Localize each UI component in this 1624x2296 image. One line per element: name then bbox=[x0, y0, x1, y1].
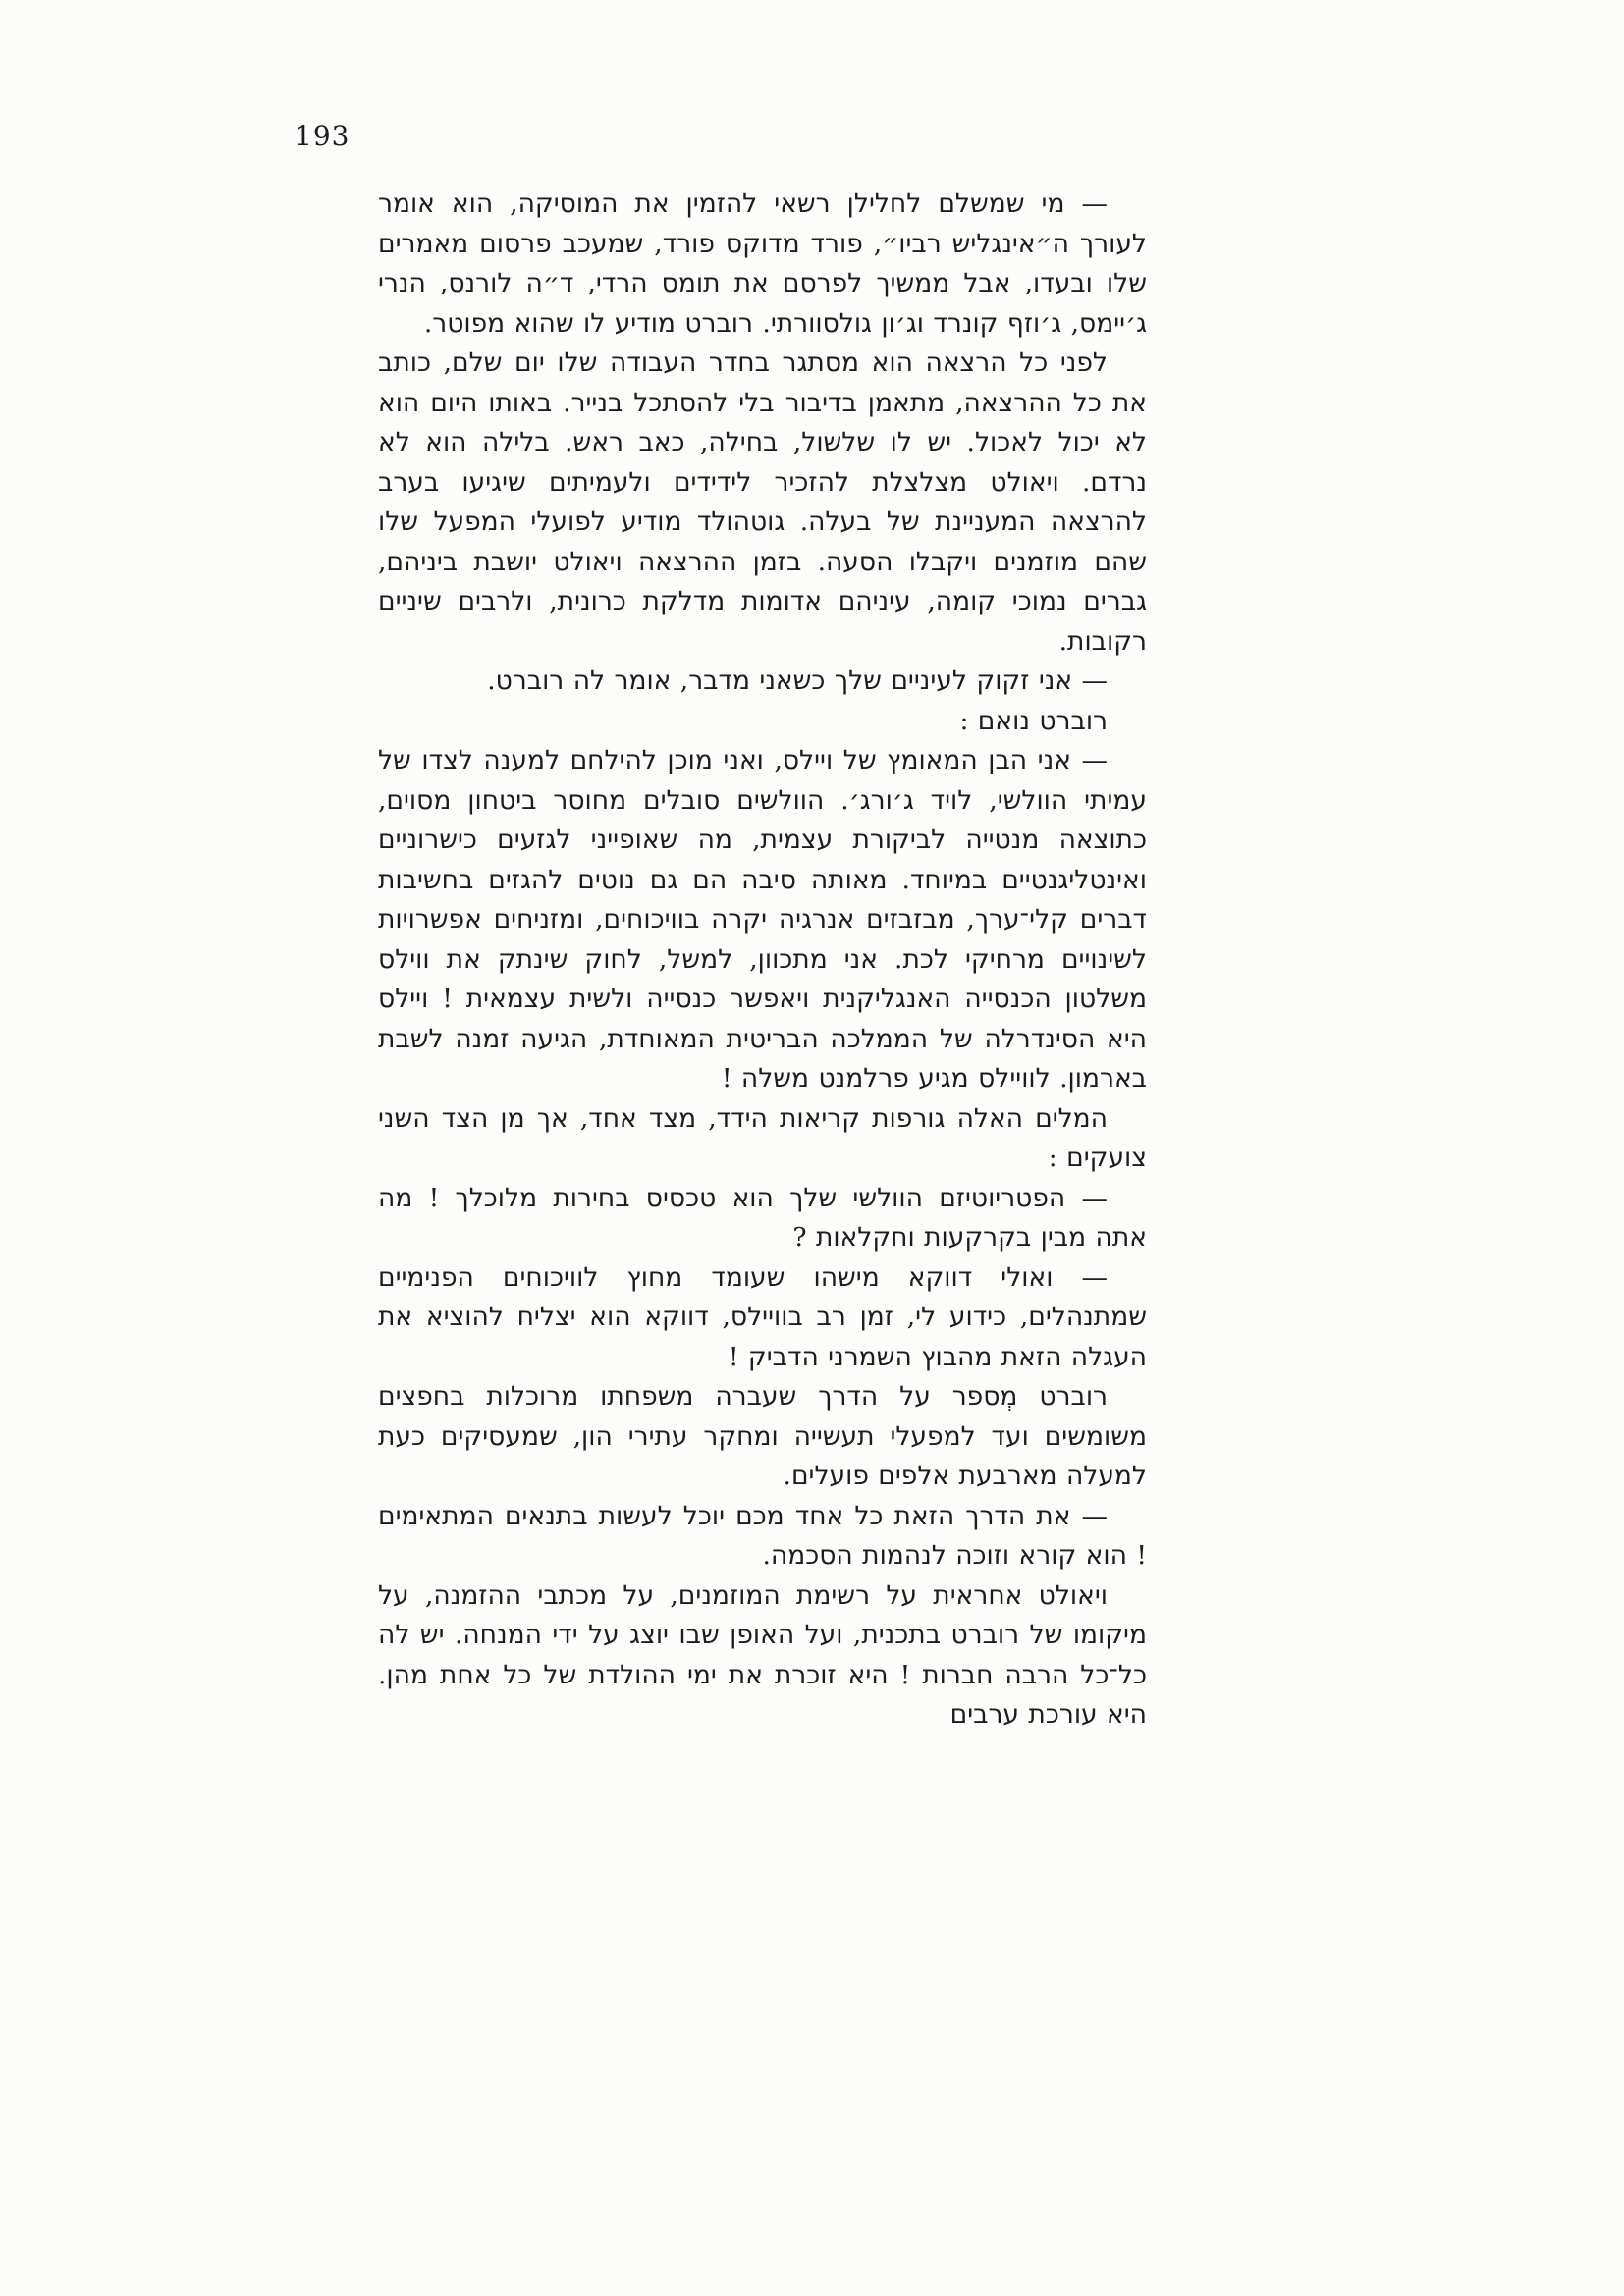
paragraph-narration: רוברט מְספר על הדרך שעברה משפחתו מרוכלות בחפצים משומשים ועד למפעלי תעשייה ומחקר עתירי הון, שמעסיקים כעת למעלה מארבעת אלפים פועלים. bbox=[378, 1381, 1147, 1491]
paragraph-dialogue: — את הדרך הזאת כל אחד מכם יוכל לעשות בתנאים המתאימים ! הוא קורא וזוכה לנהמות הסכמה. bbox=[378, 1500, 1147, 1571]
paragraph-narration: רוברט נואם : bbox=[959, 705, 1108, 736]
paragraph-narration: ויאולט אחראית על רשימת המוזמנים, על מכתבי ההזמנה, על מיקומו של רוברט בתכנית, ועל האופן שבו יוצג על ידי המנחה. יש לה כל־כל הרבה חברות ! היא זוכרת את ימי ההולדת של כל אחת מהן. היא עורכת ערבים bbox=[378, 1579, 1147, 1730]
paragraph-dialogue: — אני הבן המאומץ של ויילס, ואני מוכן להילחם למענה לצדו של עמיתי הוולשי, לויד ג׳ורג׳. הוולשים סובלים מחוסר ביטחון מסוים, כתוצאה מנטייה לביקורת עצמית, מה שאופייני לגזעים כישרוניים ואינטליגנטיים במיוחד. מאותה סיבה הם גם נוטים להגזים בחשיבות דברים קלי־ערך, מבזבזים אנרגיה יקרה בוויכוחים, ומזניחים אפשרויות לשינויים מרחיקי לכת. אני מתכוון, למשל, לחוק שינתק את ווילס משלטון הכנסייה האנגליקנית ויאפשר כנסייה ולשית עצמאית ! ויילס היא הסינדרלה של הממלכה הבריטית המאוחדת, הגיעה זמנה לשבת בארמון. לוויילס מגיע פרלמנט משלה ! bbox=[378, 745, 1147, 1094]
text-block bbox=[378, 185, 1147, 1735]
paragraph-dialogue: — אני זקוק לעיניים שלך כשאני מדבר, אומר לה רוברט. bbox=[487, 666, 1108, 696]
paragraph-narration: המלים האלה גורפות קריאות הידד, מצד אחד, אך מן הצד השני צועקים : bbox=[378, 1102, 1147, 1173]
paragraph-dialogue: — הפטריוטיזם הוולשי שלך הוא טכסיס בחירות מלוכלך ! מה אתה מבין בקרקעות וחקלאות ? bbox=[378, 1182, 1147, 1253]
paragraph-dialogue: — ואולי דווקא מישהו שעומד מחוץ לוויכוחים הפנימיים שמתנהלים, כידוע לי, זמן רב בוויילס, דווקא הוא יצליח להוציא את העגלה הזאת מהבוץ השמרני הדביק ! bbox=[378, 1261, 1147, 1372]
paragraph-dialogue: — מי שמשלם לחלילן רשאי להזמין את המוסיקה, הוא אומר לעורך ה״אינגליש רביו״, פורד מדוקס פורד, שמעכב פרסום מאמרים שלו ובעדו, אבל ממשיך לפרסם את תומס הרדי, ד״ה לורנס, הנרי ג׳יימס, ג׳וזף קונרד וג׳ון גולסוורתי. רוברט מודיע לו שהוא מפוטר. bbox=[378, 188, 1147, 339]
paragraph-narration: לפני כל הרצאה הוא מסתגר בחדר העבודה שלו יום שלם, כותב את כל ההרצאה, מתאמן בדיבור בלי להסתכל בנייר. באותו היום הוא לא יכול לאכול. יש לו שלשול, בחילה, כאב ראש. בלילה הוא לא נרדם. ויאולט מצלצלת להזכיר לידידים ולעמיתים שיגיעו בערב להרצאה המעניינת של בעלה. גוטהולד מודיע לפועלי המפעל שלו שהם מוזמנים ויקבלו הסעה. בזמן ההרצאה ויאולט יושבת ביניהם, גברים נמוכי קומה, עיניהם אדומות מדלקת כרונית, ולרבים שיניים רקובות. bbox=[378, 347, 1147, 657]
page-number: 193 bbox=[295, 120, 351, 152]
